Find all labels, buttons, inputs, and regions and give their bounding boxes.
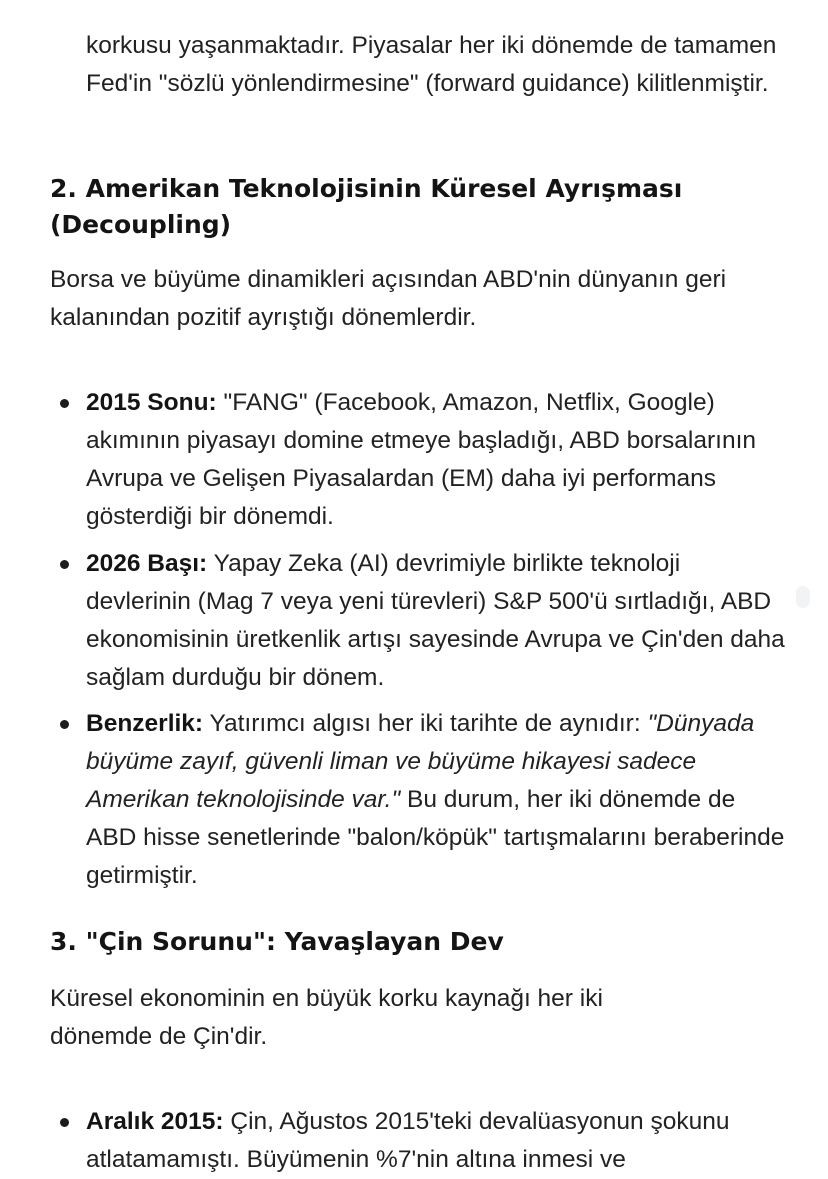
section-3-paragraph: Küresel ekonominin en büyük korku kaynağı her iki dönemde de Çin'dir. [50, 985, 603, 1050]
list-item [50, 545, 790, 697]
intro-continuation: korkusu yaşanmaktadır. Piyasalar her iki dönemde de tamamen Fed'in "sözlü yönlendirmesine" (forward guidance) kilitlenmiştir. [86, 32, 777, 97]
scroll-indicator[interactable] [796, 586, 810, 608]
list-item-text: Çin, Ağustos 2015'teki devalüasyonun şokunu atlatamamıştı. Büyümenin %7'nin altına inmesi ve [86, 1108, 730, 1173]
list-item [50, 384, 790, 536]
section-2-paragraph: Borsa ve büyüme dinamikleri açısından ABD'nin dünyanın geri kalanından pozitif ayrıştığı dönemlerdir. [50, 266, 727, 331]
bullet-icon [60, 1118, 69, 1127]
list-item-quote: "Dünyada büyüme zayıf, güvenli liman ve büyüme hikayesi sadece Amerikan teknolojisinde var." [86, 710, 755, 813]
list-item-label: Benzerlik: [86, 710, 204, 737]
bullet-icon [60, 720, 69, 729]
bullet-icon [60, 399, 69, 408]
list-item-text: Bu durum, her iki dönemde de ABD hisse senetlerinde "balon/köpük" tartışmalarını beraberinde getirmiştir. [86, 786, 785, 889]
list-item-text: "FANG" (Facebook, Amazon, Netflix, Google) akımının piyasayı domine etmeye başladığı, ABD borsalarının Avrupa ve Gelişen Piyasalardan (EM) daha iyi performans gösterdiği bir dönemdi. [86, 389, 757, 530]
section-2-heading: 2. Amerikan Teknolojisinin Küresel Ayrışması (Decoupling) [50, 174, 683, 239]
list-item [50, 705, 790, 895]
list-item-label: 2015 Sonu: [86, 389, 217, 416]
list-item-text: Yapay Zeka (AI) devrimiyle birlikte teknoloji devlerinin (Mag 7 veya yeni türevleri) S&P 500'ü sırtladığı, ABD ekonomisinin üretkenlik artışı sayesinde Avrupa ve Çin'den daha sağlam durduğu bir dönem. [86, 550, 785, 691]
list-item [50, 1103, 790, 1179]
section-3-heading: 3. "Çin Sorunu": Yavaşlayan Dev [50, 927, 504, 956]
list-item-text: Yatırımcı algısı her iki tarihte de aynıdır: [203, 710, 648, 737]
list-item-label: Aralık 2015: [86, 1108, 224, 1135]
bullet-icon [60, 560, 69, 569]
list-item-label: 2026 Başı: [86, 550, 208, 577]
